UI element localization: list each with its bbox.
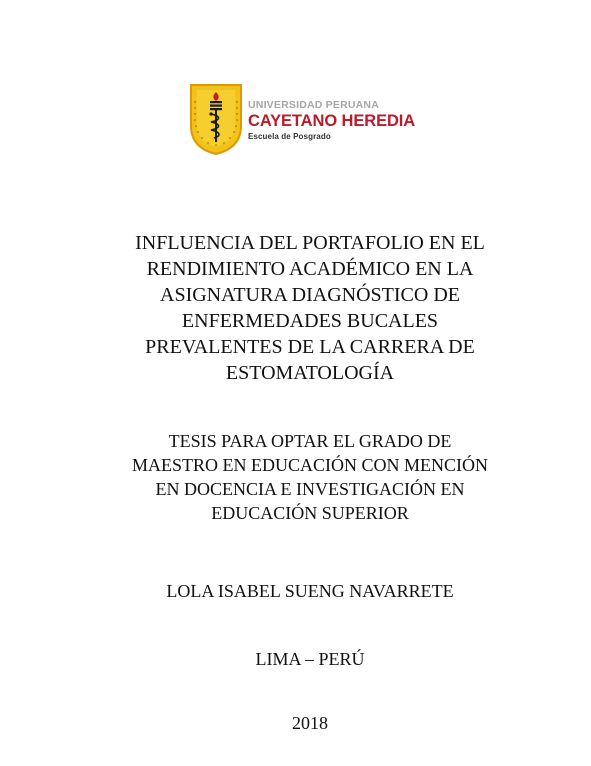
university-name: CAYETANO HEREDIA [248, 112, 416, 130]
degree-line: EDUCACIÓN SUPERIOR [211, 503, 409, 523]
thesis-title [70, 230, 550, 386]
title-line: INFLUENCIA DEL PORTAFOLIO EN EL [135, 232, 485, 254]
degree-line: MAESTRO EN EDUCACIÓN CON MENCIÓN [131, 455, 488, 475]
university-line: UNIVERSIDAD PERUANA [248, 99, 379, 111]
degree-line: TESIS PARA OPTAR EL GRADO DE [168, 431, 452, 451]
school-name: Escuela de Posgrado [248, 132, 331, 141]
university-shield-icon [188, 82, 244, 156]
title-line: ESTOMATOLOGÍA [225, 362, 395, 384]
university-logo [188, 82, 438, 158]
university-wordmark [248, 99, 415, 142]
year: 2018 [292, 713, 328, 733]
title-line: ASIGNATURA DIAGNÓSTICO DE [160, 284, 460, 306]
author-name: LOLA ISABEL SUENG NAVARRETE [166, 581, 454, 601]
title-line: RENDIMIENTO ACADÉMICO EN LA [146, 258, 474, 280]
place: LIMA – PERÚ [255, 649, 365, 669]
degree-line: EN DOCENCIA E INVESTIGACIÓN EN [155, 479, 465, 499]
degree-statement [70, 429, 550, 525]
title-line: PREVALENTES DE LA CARRERA DE [145, 336, 475, 358]
title-line: ENFERMEDADES BUCALES [181, 310, 439, 332]
